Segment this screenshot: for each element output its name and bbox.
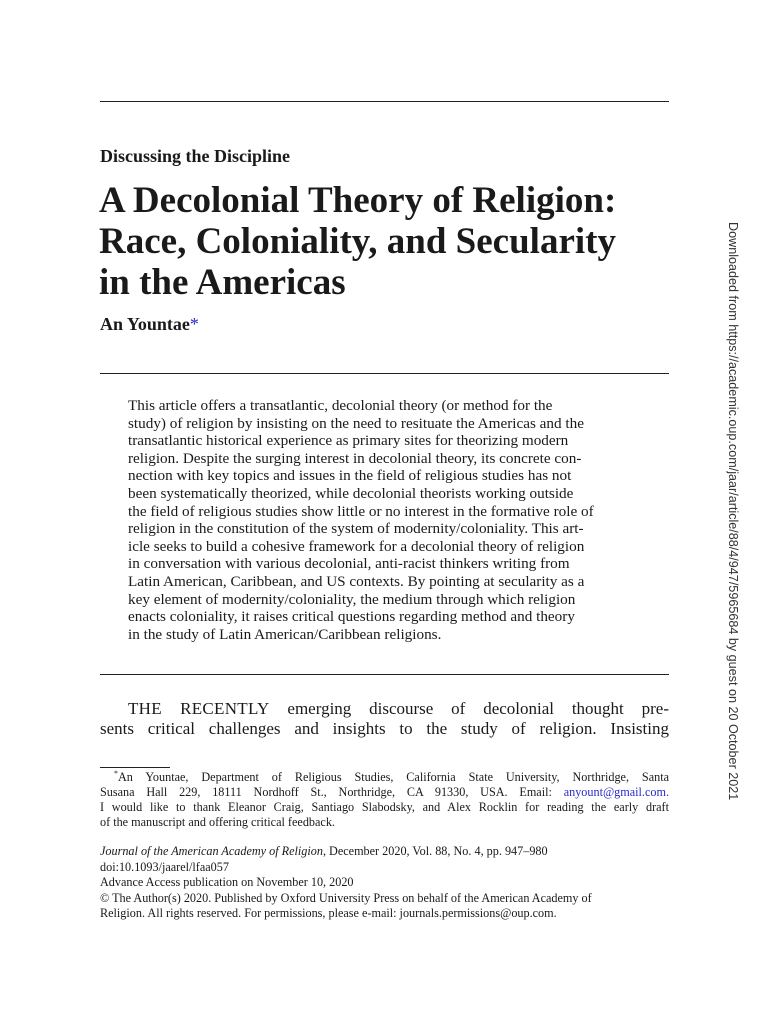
title-line: A Decolonial Theory of Religion: [99, 180, 617, 221]
author-line [100, 314, 199, 335]
copyright-line: © The Author(s) 2020. Published by Oxford University Press on behalf of the American Academy of [100, 890, 592, 905]
abstract-line: been systematically theorized, while decolonial theorists working outside [128, 484, 574, 502]
footnote-line: of the manuscript and offering critical feedback. [100, 815, 335, 829]
abstract-line: study) of religion by insisting on the need to resituate the Americas and the [128, 414, 584, 432]
citation-line [100, 844, 680, 860]
download-watermark: Downloaded from https://academic.oup.com/jaar/article/88/4/947/5965684 by guest on 20 October 2021 [726, 222, 740, 801]
abstract-line: Latin American, Caribbean, and US contexts. By pointing at secularity as a [128, 572, 585, 590]
article-title [99, 180, 699, 303]
journal-name: Journal of the American Academy of Religion [100, 844, 323, 858]
abstract-line: the field of religious studies show little or no interest in the formative role of [128, 502, 594, 520]
abstract-line: transatlantic historical experience as primary sites for theorizing modern [128, 432, 569, 450]
doi-line[interactable]: doi:10.1093/jaarel/lfaa057 [100, 859, 229, 874]
title-line: in the Americas [99, 262, 346, 303]
issue-info: , December 2020, Vol. 88, No. 4, pp. 947–980 [322, 844, 548, 858]
footnote-line: I would like to thank Eleanor Craig, Santiago Slabodsky, and Alex Rocklin for reading the early draft [100, 800, 669, 814]
title-line: Race, Coloniality, and Secularity [99, 221, 616, 262]
abstract-bottom-rule [100, 674, 669, 675]
copyright-line: Religion. All rights reserved. For permissions, please e-mail: journals.permissions@oup.com. [100, 906, 557, 920]
body-line-text: emerging discourse of decolonial thought pre- [287, 699, 669, 718]
footnote-text: Susana Hall 229, 18111 Nordhoff St., Northridge, CA 91330, USA. Email: [100, 785, 552, 799]
abstract-line: in conversation with various decolonial, anti-racist thinkers writing from [128, 555, 570, 573]
footnote-line [100, 785, 669, 800]
top-rule [100, 101, 669, 102]
body-line [100, 699, 669, 719]
author-footnote-marker[interactable]: * [189, 314, 199, 334]
abstract-line: nection with key topics and issues in the field of religious studies has not [128, 467, 572, 485]
footnote-text: An Yountae, Department of Religious Studies, California State University, Northridge, Santa [118, 770, 669, 784]
abstract-line: enacts coloniality, it raises critical questions regarding method and theory [128, 608, 575, 626]
abstract-line: icle seeks to build a cohesive framework for a decolonial theory of religion [128, 537, 585, 555]
footnote-marker: * [114, 768, 118, 778]
author-name: An Yountae [100, 314, 190, 334]
section-label: Discussing the Discipline [100, 146, 291, 166]
abstract-line: religion. Despite the surging interest in decolonial theory, its concrete con- [128, 449, 582, 467]
body-paragraph [100, 699, 669, 739]
footnote-rule [100, 767, 170, 768]
body-line: sents critical challenges and insights to the study of religion. Insisting [100, 719, 669, 738]
abstract-line: This article offers a transatlantic, decolonial theory (or method for the [128, 397, 553, 414]
footnote-line [100, 770, 669, 785]
abstract-line: religion in the constitution of the system of modernity/coloniality. This art- [128, 520, 584, 538]
footnote [100, 770, 669, 830]
abstract [128, 397, 640, 643]
email-link[interactable]: anyount@gmail.com. [563, 785, 670, 799]
abstract-top-rule [100, 373, 669, 374]
lead-caps: THE RECENTLY [128, 699, 270, 718]
abstract-line: key element of modernity/coloniality, the medium through which religion [128, 590, 576, 608]
publication-info [100, 844, 680, 922]
advance-access-line: Advance Access publication on November 10, 2020 [100, 875, 354, 889]
abstract-line: in the study of Latin American/Caribbean religions. [128, 625, 442, 643]
